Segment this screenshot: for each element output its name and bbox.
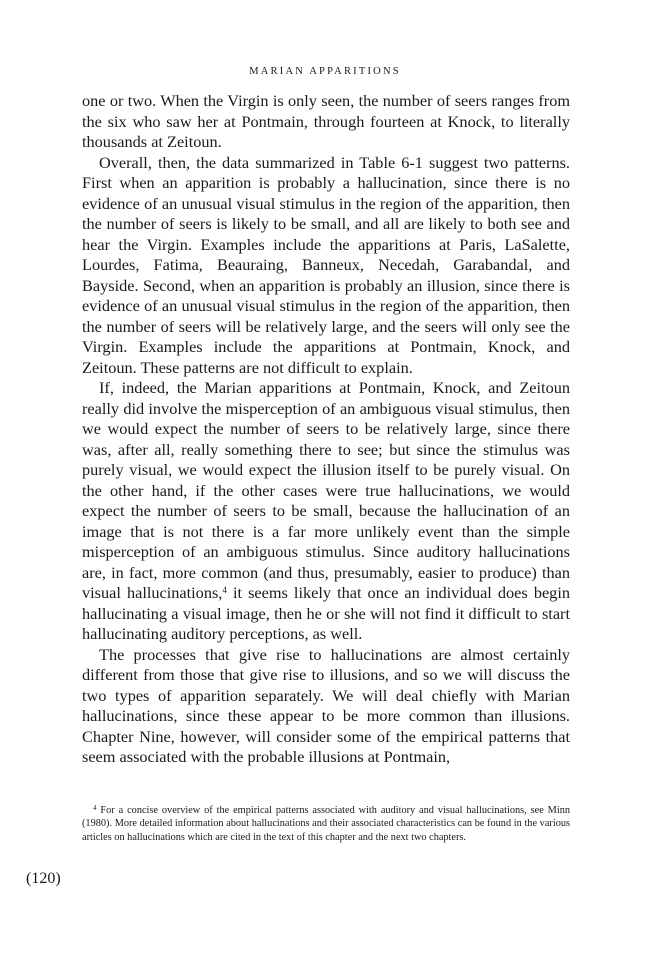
paragraph-3 — [82, 378, 570, 645]
paragraph-1: one or two. When the Virgin is only seen, the number of seers ranges from the six who saw her at Pontmain, through fourteen at Knock, to literally thousands at Zeitoun. — [82, 91, 570, 151]
paragraph-3-text-a: If, indeed, the Marian apparitions at Pontmain, Knock, and Zeitoun really did involve the misperception of an ambiguous visual stimulus, then we would expect the number of seers to be relatively large, since there was, after all, really something there to see; but since the stimulus was purely visual, we would expect the illusion itself to be purely visual. On the other hand, if the other cases were true hallucinations, we would expect the number of seers to be small, because the hallucination of an image that is not there is a far more unlikely event than the simple misperception of an ambiguous stimulus. Since auditory hallucinations are, in fact, more common (and thus, presumably, easier to produce) than visual hallucinations, — [82, 378, 570, 602]
body-text — [82, 91, 570, 768]
paragraph-2: Overall, then, the data summarized in Table 6-1 suggest two patterns. First when an apparition is probably a hallucination, since there is no evidence of an unusual visual stimulus in the region of the apparition, then the number of seers is likely to be small, and all are likely to both see and hear the Virgin. Examples include the apparitions at Paris, LaSalette, Lourdes, Fatima, Beauraing, Banneux, Necedah, Garabandal, and Bayside. Second, when an apparition is probably an illusion, since there is evidence of an unusual visual stimulus in the region of the apparition, then the number of seers will be relatively large, and the seers will only see the Virgin. Examples include the apparitions at Pontmain, Knock, and Zeitoun. These patterns are not difficult to explain. — [82, 152, 570, 377]
footnote-marker: 4 — [93, 804, 97, 812]
running-head: MARIAN APPARITIONS — [249, 66, 401, 77]
paragraph-4: The processes that give rise to hallucinations are almost certainly different from those that give rise to illusions, and so we will discuss the two types of apparition separately. We will deal chiefly with Marian hallucinations, since these appear to be more common than illusions. Chapter Nine, however, will consider some of the empirical patterns that seem associated with the probable illusions at Pontmain, — [82, 644, 570, 766]
footnote — [82, 804, 570, 844]
footnote-4 — [82, 804, 570, 844]
footnote-text: For a concise overview of the empirical patterns associated with auditory and visual hallucinations, see Minn (1980). More detailed information about hallucinations and their associated characteristics can be found in the various articles on hallucinations which are cited in the text of this chapter and the next two chapters. — [82, 805, 570, 843]
page-number: (120) — [26, 870, 61, 887]
paragraph-3-text-b: it seems likely that once an individual does begin hallucinating a visual image, then he or she will not find it difficult to start hallucinating auditory perceptions, as well. — [82, 583, 570, 643]
footnote-reference[interactable]: 4 — [222, 585, 227, 595]
